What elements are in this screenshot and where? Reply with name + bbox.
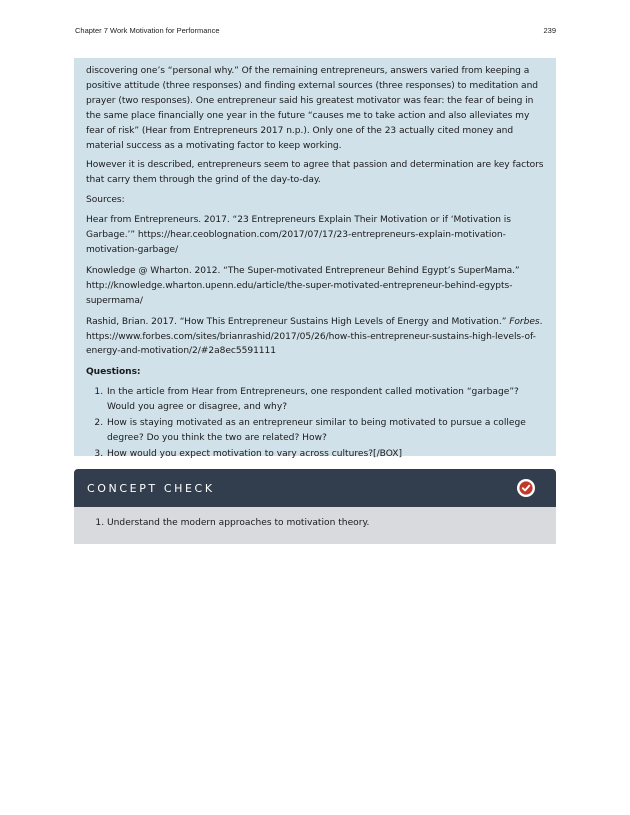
citation-text: Rashid, Brian. 2017. “How This Entrepreneur Sustains High Levels of Energy and Motivation.” — [86, 316, 510, 327]
body-paragraph: However it is described, entrepreneurs seem to agree that passion and determination are key factors that carry them through the grind of the day-to-day. — [86, 160, 544, 186]
source-citation: Knowledge @ Wharton. 2012. “The Super-motivated Entrepreneur Behind Egypt’s SuperMama.” http://knowledge.wharton.upenn.edu/article/the-super-motivated-entrepreneur-behind-egypts-supermama/ — [86, 265, 520, 306]
questions-heading: Questions: — [86, 367, 141, 378]
concept-check-header — [74, 469, 556, 507]
sources-label: Sources: — [86, 195, 125, 206]
concept-check-item: 1. Understand the modern approaches to motivation theory. — [107, 517, 556, 530]
concept-check-list — [87, 517, 556, 530]
body-paragraph: discovering one’s “personal why.” Of the remaining entrepreneurs, answers varied from keeping a positive attitude (three responses) and finding external sources (three responses) to meditation and prayer (two responses). One entrepreneur said his greatest motivator was fear: the fear of being in the same place financially one year in the future “causes me to take action and also alleviates my fear of risk” (Hear from Entrepreneurs 2017 n.p.). Only one of the 23 actually cited money and material success as a motivating factor to keep working. — [86, 66, 539, 151]
question-item: 1. In the article from Hear from Entrepreneurs, one respondent called motivation “garbage”? Would you agree or disagree, and why? — [106, 385, 544, 415]
feature-box — [74, 58, 556, 459]
question-item: 2. How is staying motivated as an entrepreneur similar to being motivated to pursue a college degree? Do you think the two are related? How? — [106, 416, 544, 446]
source-citation: Hear from Entrepreneurs. 2017. “23 Entrepreneurs Explain Their Motivation or if ‘Motivation is Garbage.’” https://hear.ceoblognation.com/2017/07/17/23-entrepreneurs-explain-motivation-motivation-garbage/ — [86, 215, 511, 255]
running-head — [75, 26, 556, 35]
question-item: 3. How would you expect motivation to vary across cultures?[/BOX] — [106, 447, 544, 462]
concept-check-body — [74, 507, 556, 544]
citation-text: . https://www.forbes.com/sites/brianrashid/2017/05/26/how-this-entrepreneur-sustains-high-levels-of-energy-and-motivation/2/#2a8ec5591111 — [86, 316, 543, 357]
source-citation — [86, 315, 544, 360]
chapter-title: Chapter 7 Work Motivation for Performance — [75, 26, 220, 35]
concept-check-title: CONCEPT CHECK — [87, 482, 215, 495]
page-number: 239 — [543, 26, 556, 35]
concept-check-box — [74, 469, 556, 544]
questions-list — [86, 385, 544, 462]
journal-title: Forbes — [509, 316, 540, 327]
checkmark-circle-icon — [517, 479, 535, 497]
